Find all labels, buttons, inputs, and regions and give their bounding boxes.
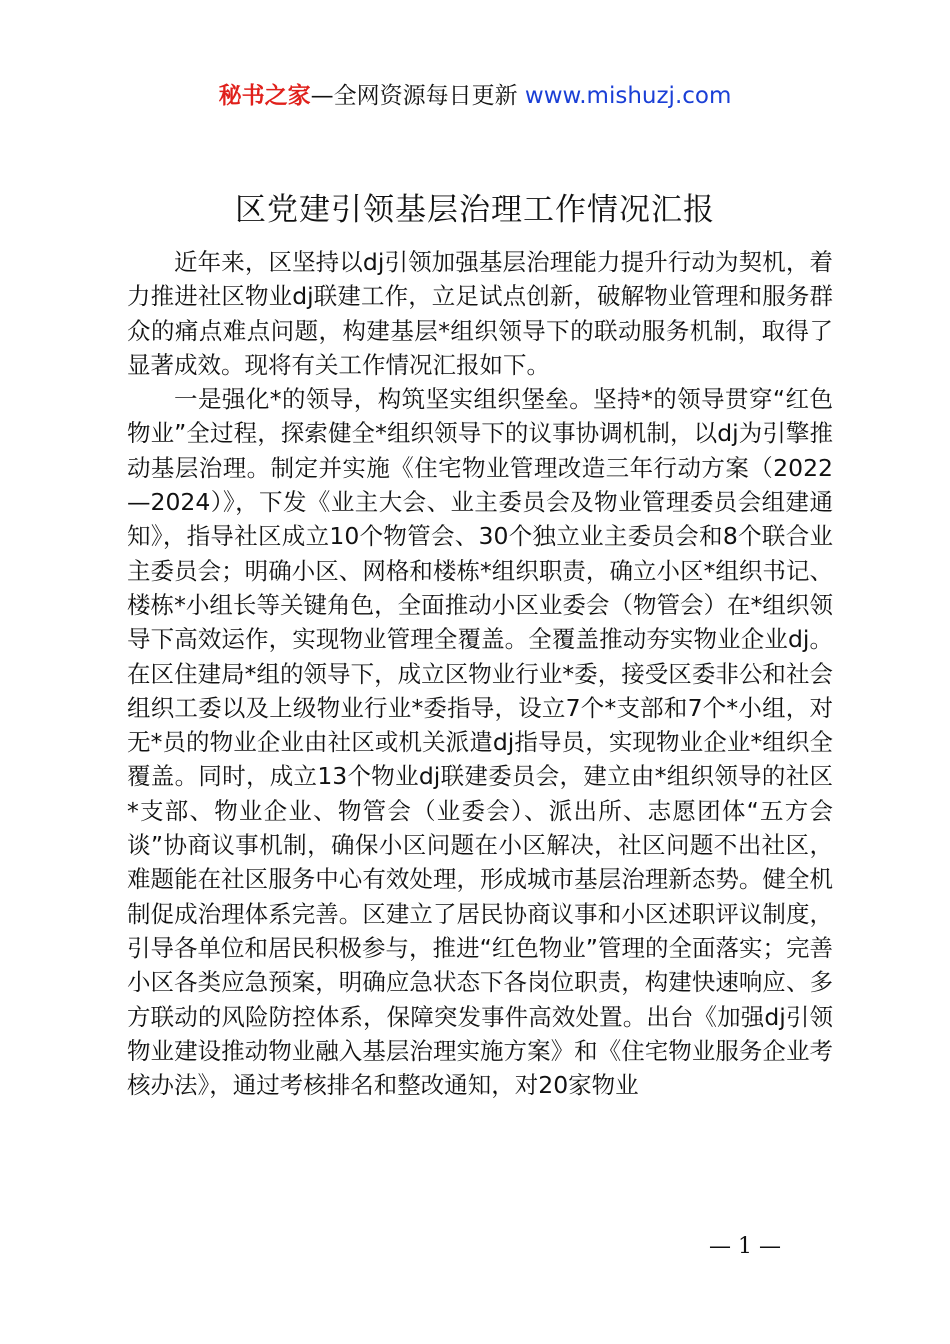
page-number: — 1 — xyxy=(709,1234,781,1259)
banner-brand: 秘书之家 xyxy=(218,83,311,109)
paragraph-intro: 近年来，区坚持以dj引领加强基层治理能力提升行动为契机，着力推进社区物业dj联建工作，立足试点创新，破解物业管理和服务群众的痛点难点问题，构建基层*组织领导下的联动服务机制，取得了显著成效。现将有关工作情况汇报如下。 xyxy=(127,248,833,379)
site-banner xyxy=(0,80,950,112)
banner-url-link[interactable]: www.mishuzj.com xyxy=(524,83,732,109)
banner-slogan: —全网资源每日更新 xyxy=(310,83,525,109)
document-title: 区党建引领基层治理工作情况汇报 xyxy=(235,192,715,228)
document-body xyxy=(127,245,833,1102)
paragraph-section-one: 一是强化*的领导，构筑坚实组织堡垒。坚持*的领导贯穿“红色物业”全过程，探索健全*组织领导下的议事协调机制，以dj为引擎推动基层治理。制定并实施《住宅物业管理改造三年行动方案（2022—2024）》，下发《业主大会、业主委员会及物业管理委员会组建通知》，指导社区成立10个物管会、30个独立业主委员会和8个联合业主委员会；明确小区、网格和楼栋*组织职责，确立小区*组织书记、楼栋*小组长等关键角色，全面推动小区业委会（物管会）在*组织领导下高效运作，实现物业管理全覆盖。全覆盖推动夯实物业企业dj。在区住建局*组的领导下，成立区物业行业*委，接受区委非公和社会组织工委以及上级物业行业*委指导，设立7个*支部和7个*小组，对无*员的物业企业由社区或机关派遣dj指导员，实现物业企业*组织全覆盖。同时，成立13个物业dj联建委员会，建立由*组织领导的社区*支部、物业企业、物管会（业委会）、派出所、志愿团体“五方会谈”协商议事机制，确保小区问题在小区解决，社区问题不出社区，难题能在社区服务中心有效处理，形成城市基层治理新态势。健全机制促成治理体系完善。区建立了居民协商议事和小区述职评议制度，引导各单位和居民积极参与，推进“红色物业”管理的全面落实；完善小区各类应急预案，明确应急状态下各岗位职责，构建快速响应、多方联动的风险防控体系，保障突发事件高效处置。出台《加强dj引领物业建设推动物业融入基层治理实施方案》和《住宅物业服务企业考核办法》，通过考核排名和整改通知，对20家物业 xyxy=(127,385,833,1100)
